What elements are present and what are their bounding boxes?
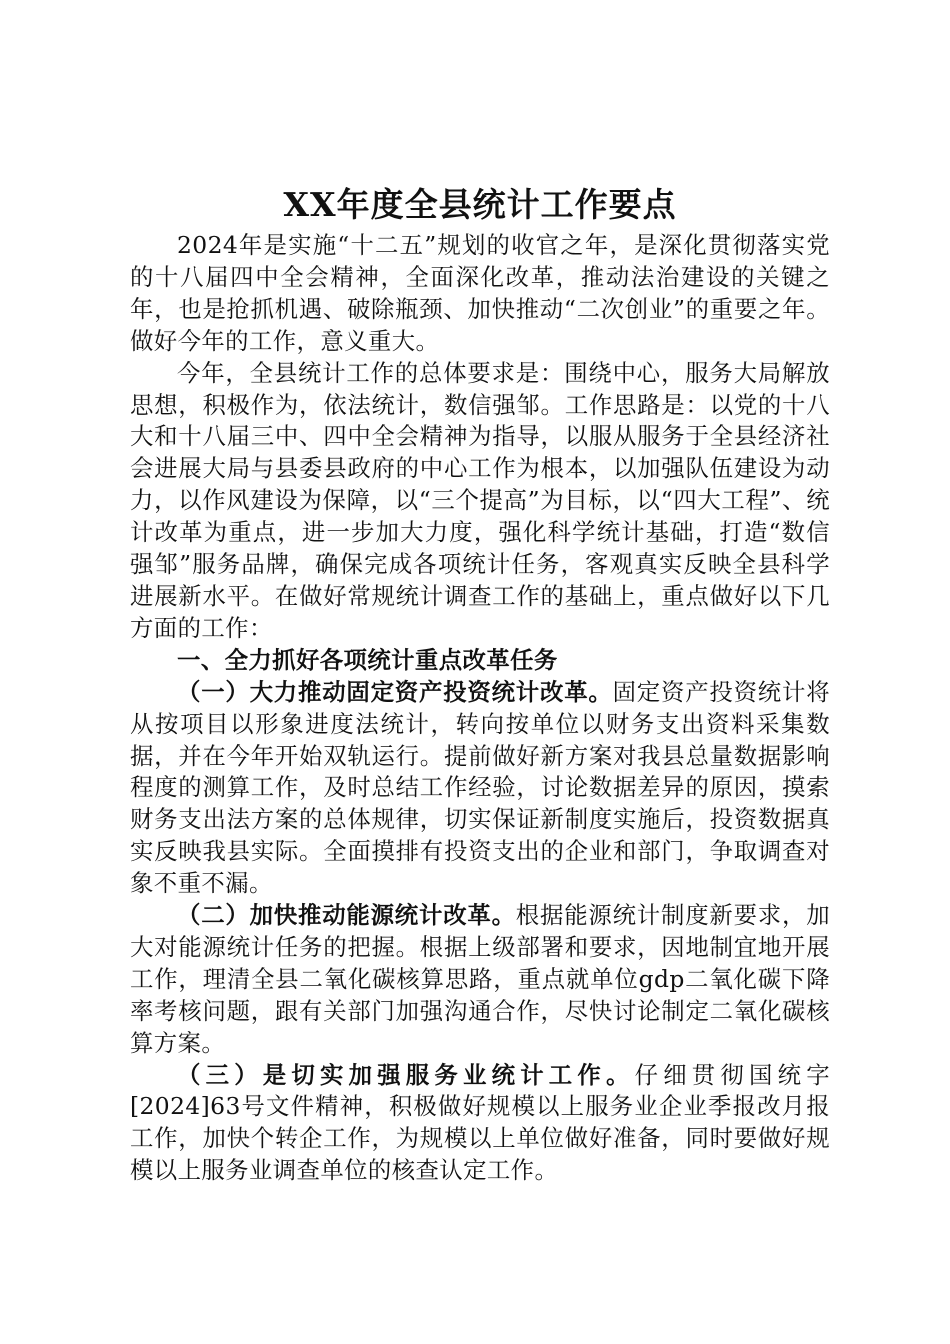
item-3-body: 仔细贯彻国统字[2024]63号文件精神，积极做好规模以上服务业企业季报改月报工作，加快个转企工作，为规模以上单位做好准备，同时要做好规模以上服务业调查单位的核查认定工作。 — [130, 1060, 830, 1185]
section-item-1 — [130, 677, 830, 900]
item-2-lead: （二）加快推动能源统计改革。 — [177, 901, 516, 930]
document-title: XX年度全县统计工作要点 — [283, 185, 677, 224]
section-heading: 一、全力抓好各项统计重点改革任务 — [177, 645, 558, 674]
item-1-body: 固定资产投资统计将从按项目以形象进度法统计，转向按单位以财务支出资料采集数据，并在今年开始双轨运行。提前做好新方案对我县总量数据影响程度的测算工作，及时总结工作经验，讨论数据差异的原因，摸索财务支出法方案的总体规律，切实保证新制度实施后，投资数据真实反映我县实际。全面摸排有投资支出的企业和部门，争取调查对象不重不漏。 — [130, 677, 830, 898]
intro-paragraph: 2024年是实施“十二五”规划的收官之年，是深化贯彻落实党的十八届四中全会精神，全面深化改革，推动法治建设的关键之年，也是抢抓机遇、破除瓶颈、加快推动“二次创业”的重要之年。做好今年的工作，意义重大。 — [130, 231, 830, 355]
document-page — [130, 182, 830, 1187]
section-item-3 — [130, 1060, 830, 1188]
requirements-paragraph: 今年，全县统计工作的总体要求是：围绕中心，服务大局解放思想，积极作为，依法统计，数信强邹。工作思路是：以党的十八大和十八届三中、四中全会精神为指导，以服从服务于全县经济社会进展大局与县委县政府的中心工作为根本，以加强队伍建设为动力，以作风建设为保障，以“三个提高”为目标，以“四大工程”、统计改革为重点，进一步加大力度，强化科学统计基础，打造“数信强邹”服务品牌，确保完成各项统计任务，客观真实反映全县科学进展新水平。在做好常规统计调查工作的基础上，重点做好以下几方面的工作： — [130, 358, 830, 642]
item-3-lead: （三）是切实加强服务业统计工作。 — [177, 1060, 635, 1089]
item-1-lead: （一）大力推动固定资产投资统计改革。 — [177, 677, 613, 706]
item-2-body: 根据能源统计制度新要求，加大对能源统计任务的把握。根据上级部署和要求，因地制宜地开展工作，理清全县二氧化碳核算思路，重点就单位gdp二氧化碳下降率考核问题，跟有关部门加强沟通合作，尽快讨论制定二氧化碳核算方案。 — [130, 901, 830, 1057]
section-item-2 — [130, 900, 830, 1060]
